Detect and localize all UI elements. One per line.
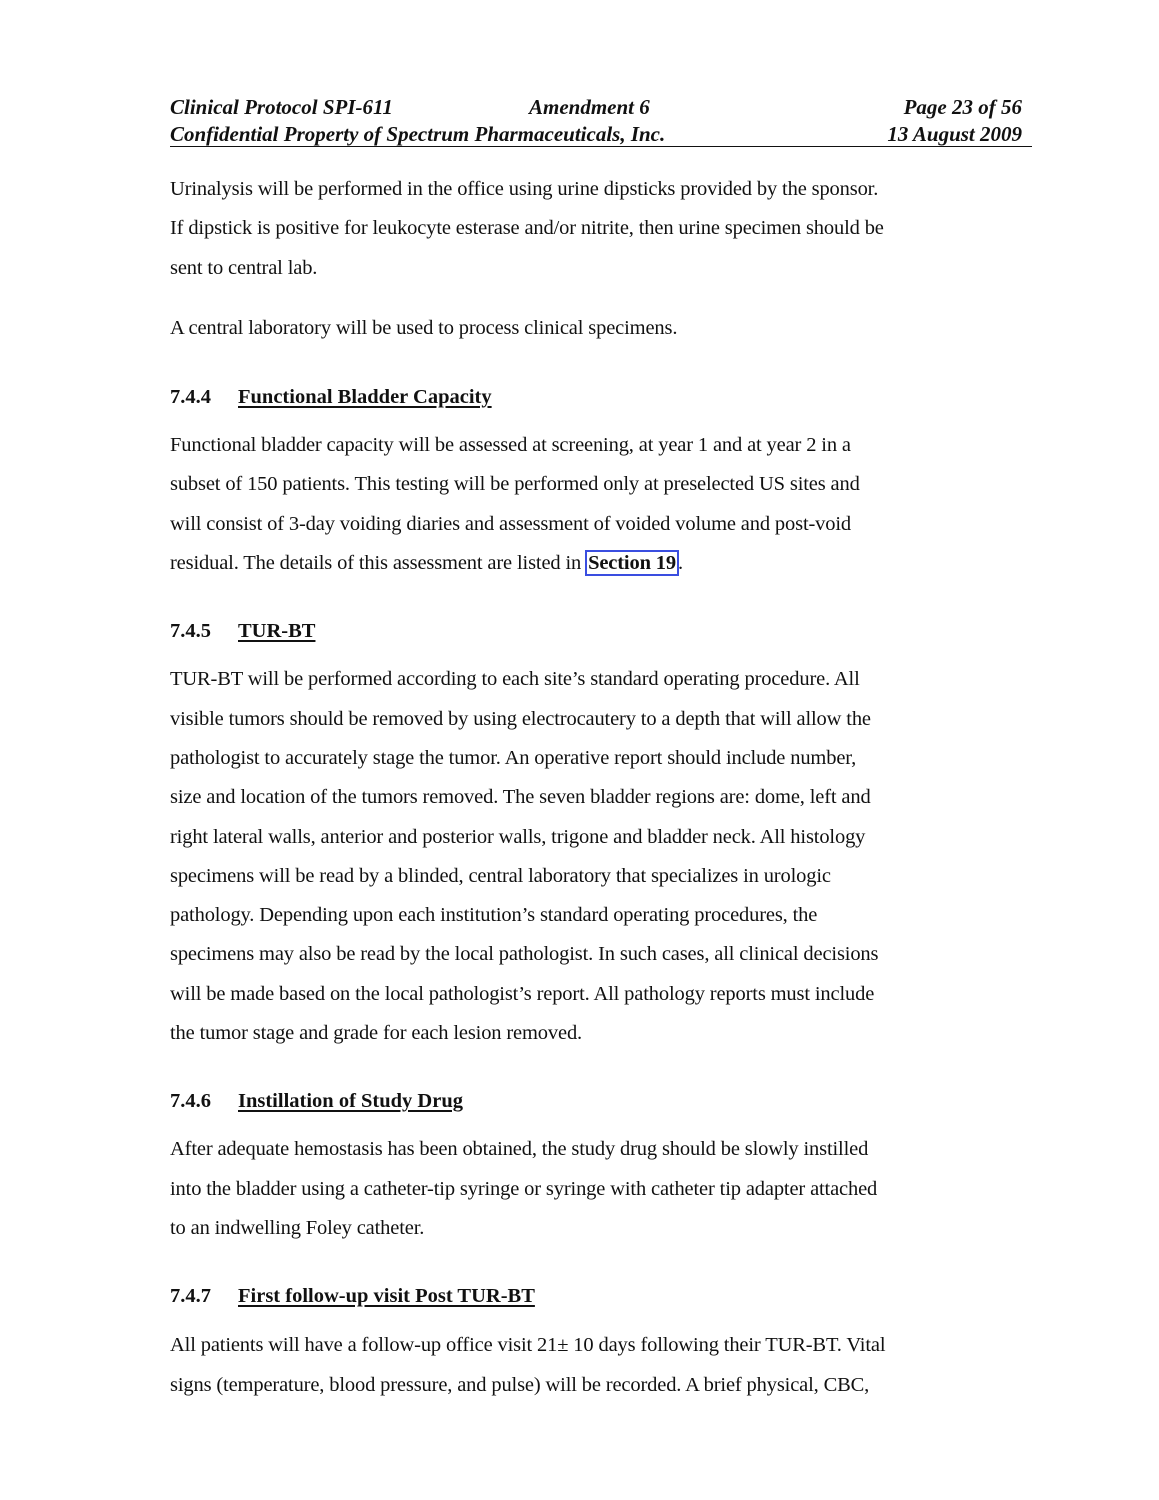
- section-number: 7.4.6: [170, 1090, 211, 1113]
- protocol-title: Clinical Protocol SPI-611: [170, 95, 393, 119]
- paragraph-central-lab: A central laboratory will be used to process clinical specimens.: [170, 316, 678, 339]
- section-heading-7-4-6: [170, 1088, 1000, 1114]
- section-number: 7.4.5: [170, 620, 211, 643]
- section-19-link[interactable]: Section 19: [585, 550, 679, 576]
- paragraph-bladder-capacity: [170, 426, 1000, 583]
- section-heading-7-4-4: [170, 384, 1000, 410]
- page-number: Page 23 of 56: [903, 95, 1022, 119]
- section-heading-7-4-7: [170, 1283, 1000, 1309]
- section-title: Instillation of Study Drug: [238, 1090, 463, 1113]
- document-date: 13 August 2009: [887, 122, 1022, 146]
- section-title: Functional Bladder Capacity: [238, 386, 492, 409]
- paragraph-urinalysis: Urinalysis will be performed in the office using urine dipsticks provided by the sponsor. If dipstick is positive for leukocyte esterase and/or nitrite, then urine specimen should be sent to central lab.: [170, 178, 884, 279]
- paragraph-follow-up: All patients will have a follow-up office visit 21± 10 days following their TUR-BT. Vital signs (temperature, blood pressure, and pulse) will be recorded. A brief physical, CBC,: [170, 1334, 886, 1396]
- header-divider: [170, 146, 1032, 147]
- header-row-1: [170, 94, 1032, 121]
- bladder-capacity-period: .: [678, 552, 683, 575]
- bladder-capacity-text: Functional bladder capacity will be assessed at screening, at year 1 and at year 2 in a subset of 150 patients. This testing will be performed only at preselected US sites and will consist of 3-day voiding diaries and assessment of voided volume and post-void residual. The details of this assessment are listed in: [170, 434, 860, 575]
- section-title: First follow-up visit Post TUR-BT: [238, 1285, 535, 1308]
- confidentiality-notice: Confidential Property of Spectrum Pharmaceuticals, Inc.: [170, 122, 666, 146]
- document-body: [170, 170, 1000, 1405]
- amendment-label: Amendment 6: [529, 95, 650, 119]
- section-number: 7.4.7: [170, 1285, 211, 1308]
- section-number: 7.4.4: [170, 386, 211, 409]
- paragraph-turbt: TUR-BT will be performed according to each site’s standard operating procedure. All visible tumors should be removed by using electrocautery to a depth that will allow the pathologist to accurately stage the tumor. An operative report should include number, size and location of the tumors removed. The seven bladder regions are: dome, left and right lateral walls, anterior and posterior walls, trigone and bladder neck. All histology specimens will be read by a blinded, central laboratory that specializes in urologic pathology. Depending upon each institution’s standard operating procedures, the specimens may also be read by the local pathologist. In such cases, all clinical decisions will be made based on the local pathologist’s report. All pathology reports must include the tumor stage and grade for each lesion removed.: [170, 668, 879, 1045]
- header-row-2: [170, 121, 1032, 148]
- section-title: TUR-BT: [238, 620, 316, 643]
- paragraph-instillation: After adequate hemostasis has been obtained, the study drug should be slowly instilled into the bladder using a catheter-tip syringe or syringe with catheter tip adapter attached to an indwelling Foley catheter.: [170, 1138, 878, 1239]
- page-header: [170, 94, 1032, 148]
- section-heading-7-4-5: [170, 618, 1000, 644]
